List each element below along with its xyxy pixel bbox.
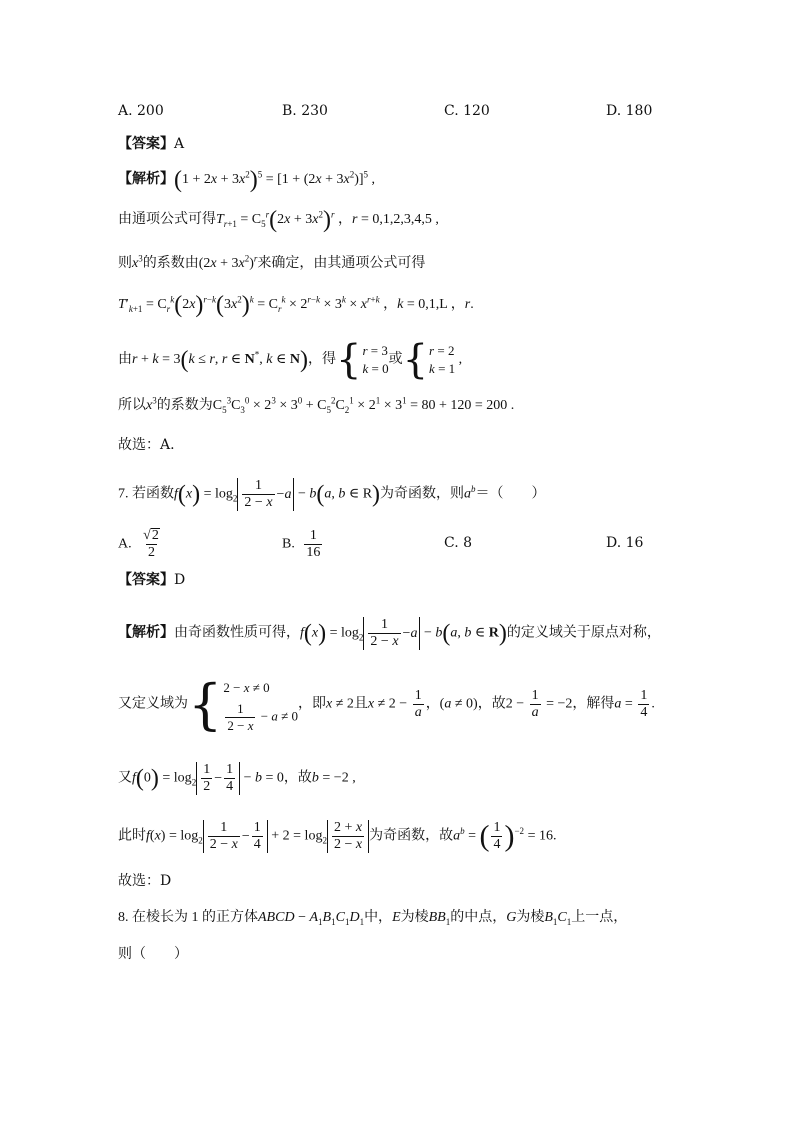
q7-option-d: D. 16 xyxy=(606,535,644,551)
q7-analysis-line-1: 【解析】由奇函数性质可得，$f(x) = \log_2$ $\frac{1}{2 - x}$ − a − b(a, b ∈ R)的定义域关于原点对称， xyxy=(118,617,661,649)
q7-analysis-tag: 【解析】 xyxy=(118,625,174,641)
q7-analysis-line3-mid: ，故 xyxy=(283,770,312,786)
q7-answer-line xyxy=(118,570,185,590)
q6-option-c: C. 120 xyxy=(444,103,490,119)
q7-analysis-line2-mid1: ，即 xyxy=(297,696,326,712)
q6-answer-line xyxy=(118,134,184,154)
q7-analysis-line-3: 又$f(0) = \log_2$ $\frac{1}{2}$ − $\frac{1}{4}$ − b = 0，故b = −2 , xyxy=(118,762,356,794)
q6-so-mid: 的系数为 xyxy=(156,398,213,413)
q7-analysis-line2-mid2: ，故 xyxy=(477,696,506,712)
q8-stem-line-1: 8. 在棱长为 1 的正方体ABCD − $A_1B_1C_1D_1$中，E为棱$BB_1$的中点，G为棱$B_1C_1$上一点， xyxy=(118,910,628,927)
q7-analysis-line4-pre: 此时 xyxy=(118,828,146,844)
q7-domain-cases: { 2 − x ≠ 0 $\frac{1}{2 - x}$ − a ≠ 0 xyxy=(188,672,298,736)
q8-stem-line-2: 则（ ） xyxy=(118,946,188,962)
q7-conclusion: 故选：D xyxy=(118,873,172,889)
q8-stem-mid4: 为棱 xyxy=(516,910,545,925)
q6-analysis-line-2: 由通项公式可得$T_{r+1} = C_5^r(2x + 3x^2)^r$ ，r = 0,1,2,3,4,5 , xyxy=(118,206,439,233)
q7-analysis-line1-post: 的定义域关于原点对称， xyxy=(506,625,661,641)
q7-stem-mid: 为奇函数，则 xyxy=(380,486,465,502)
q7-analysis-line2-mid3: ，解得 xyxy=(572,696,615,712)
q7-option-b: B. $\frac{1}{16}$ xyxy=(282,528,321,560)
q6-get-text: ，得 xyxy=(308,352,337,368)
q6-option-d: D. 180 xyxy=(606,103,653,119)
q8-stem-mid2: 为棱 xyxy=(400,910,429,925)
q8-stem-mid3: 的中点， xyxy=(450,910,507,925)
q8-stem-end: 上一点， xyxy=(571,910,628,925)
q6-analysis-line-5: 由r + k = 3(k ≤ r, r ∈ N*, k ∈ N)，得 { r = 3 k = 0 或 { r = 2 k = 1 , xyxy=(118,337,463,383)
q6-general-term-text: 由通项公式可得 xyxy=(118,212,216,227)
q6-analysis-line-4: $T'_{k+1} = C_r^k(2x)^{r-k}(3x^2)^k = C_r^k \times 2^{r-k} \times 3^k \times x^{r+k}$ ，k = 0,1,L ，r. xyxy=(118,291,474,318)
q7-analysis-line-2: 又定义域为 { 2 − x ≠ 0 $\frac{1}{2 - x}$ − a ≠ 0 ，即x ≠ 2且x ≠ 2 − $\frac{1}{a}$ ，(a ≠ 0)，故2 − $\frac{1}{a}$ = −2，解得a = $\frac{1}{4}$ . xyxy=(118,672,655,736)
q6-answer-tag: 【答案】 xyxy=(118,136,174,152)
q8-stem-mid1: 中， xyxy=(364,910,393,925)
q6-option-b: B. 230 xyxy=(282,103,328,119)
q6-cases-2: { r = 2 k = 1 xyxy=(402,337,456,383)
q7-stem-end: ＝（ ） xyxy=(475,486,546,502)
q6-coeff-det-end: 来确定，由其通项公式可得 xyxy=(257,256,426,271)
q7-option-b-label: B. xyxy=(282,536,295,552)
q6-analysis-line-3: 则$x^3$的系数由$(2x + 3x^2)^r$来确定，由其通项公式可得 xyxy=(118,253,426,271)
q6-coeff-det-text: 则 xyxy=(118,256,132,271)
q6-analysis-line-1: 【解析】$(1 + 2x + 3x^2)^5 = [1 + (2x + 3x^2)]^5$ , xyxy=(118,166,376,193)
q7-analysis-line1-pre: 由奇函数性质可得， xyxy=(174,625,300,641)
q7-analysis-line3-pre: 又 xyxy=(118,770,132,786)
q6-coeff-det-mid: 的系数由 xyxy=(142,256,199,271)
q6-from-text: 由 xyxy=(118,352,132,368)
q6-answer-value: A xyxy=(174,136,185,152)
q6-cases-1: { r = 3 k = 0 xyxy=(336,337,389,383)
q7-analysis-line2-and: 且 xyxy=(353,696,368,712)
q7-analysis-line4-mid: 为奇函数，故 xyxy=(369,828,454,844)
q7-option-a: A. √ 2 2 xyxy=(118,528,159,560)
q6-conclusion: 故选：A. xyxy=(118,437,175,453)
q7-answer-value: D xyxy=(174,572,186,588)
q7-stem-prefix: 7. 若函数 xyxy=(118,486,174,502)
q7-option-c: C. 8 xyxy=(444,535,473,551)
q7-analysis-line2-pre: 又定义域为 xyxy=(118,696,188,712)
q6-or-text: 或 xyxy=(388,352,403,368)
q7-analysis-line-4: 此时$f(x) = \log_2$ $\frac{1}{2 - x}$ − $\frac{1}{4}$ + $2 = \log_2$ $\frac{2 + x}{2 - x}$ 为奇函数，故$a^b$ = ( $\frac{1}{4}$ )$^{-2}$ = 16. xyxy=(118,819,557,853)
q8-stem-pre: 8. 在棱长为 1 的正方体 xyxy=(118,910,258,925)
q6-so-text: 所以 xyxy=(118,398,146,413)
q7-stem: 7. 若函数$f(x) = \log_2$ $\frac{1}{2 - x}$ − a − b(a, b ∈ R)为奇函数，则$a^b=$（ ） xyxy=(118,478,546,510)
q6-analysis-line-6: 所以$x^3$的系数为$C_5^3C_3^0 \times 2^3 \times 3^0 + C_5^2C_2^1 \times 2^1 \times 3^1 = 80 + 120 = 200$ . xyxy=(118,395,515,415)
q6-option-a: A. 200 xyxy=(118,103,164,119)
q7-option-a-label: A. xyxy=(118,536,132,552)
q7-answer-tag: 【答案】 xyxy=(118,572,174,588)
q6-analysis-tag: 【解析】 xyxy=(118,172,174,187)
